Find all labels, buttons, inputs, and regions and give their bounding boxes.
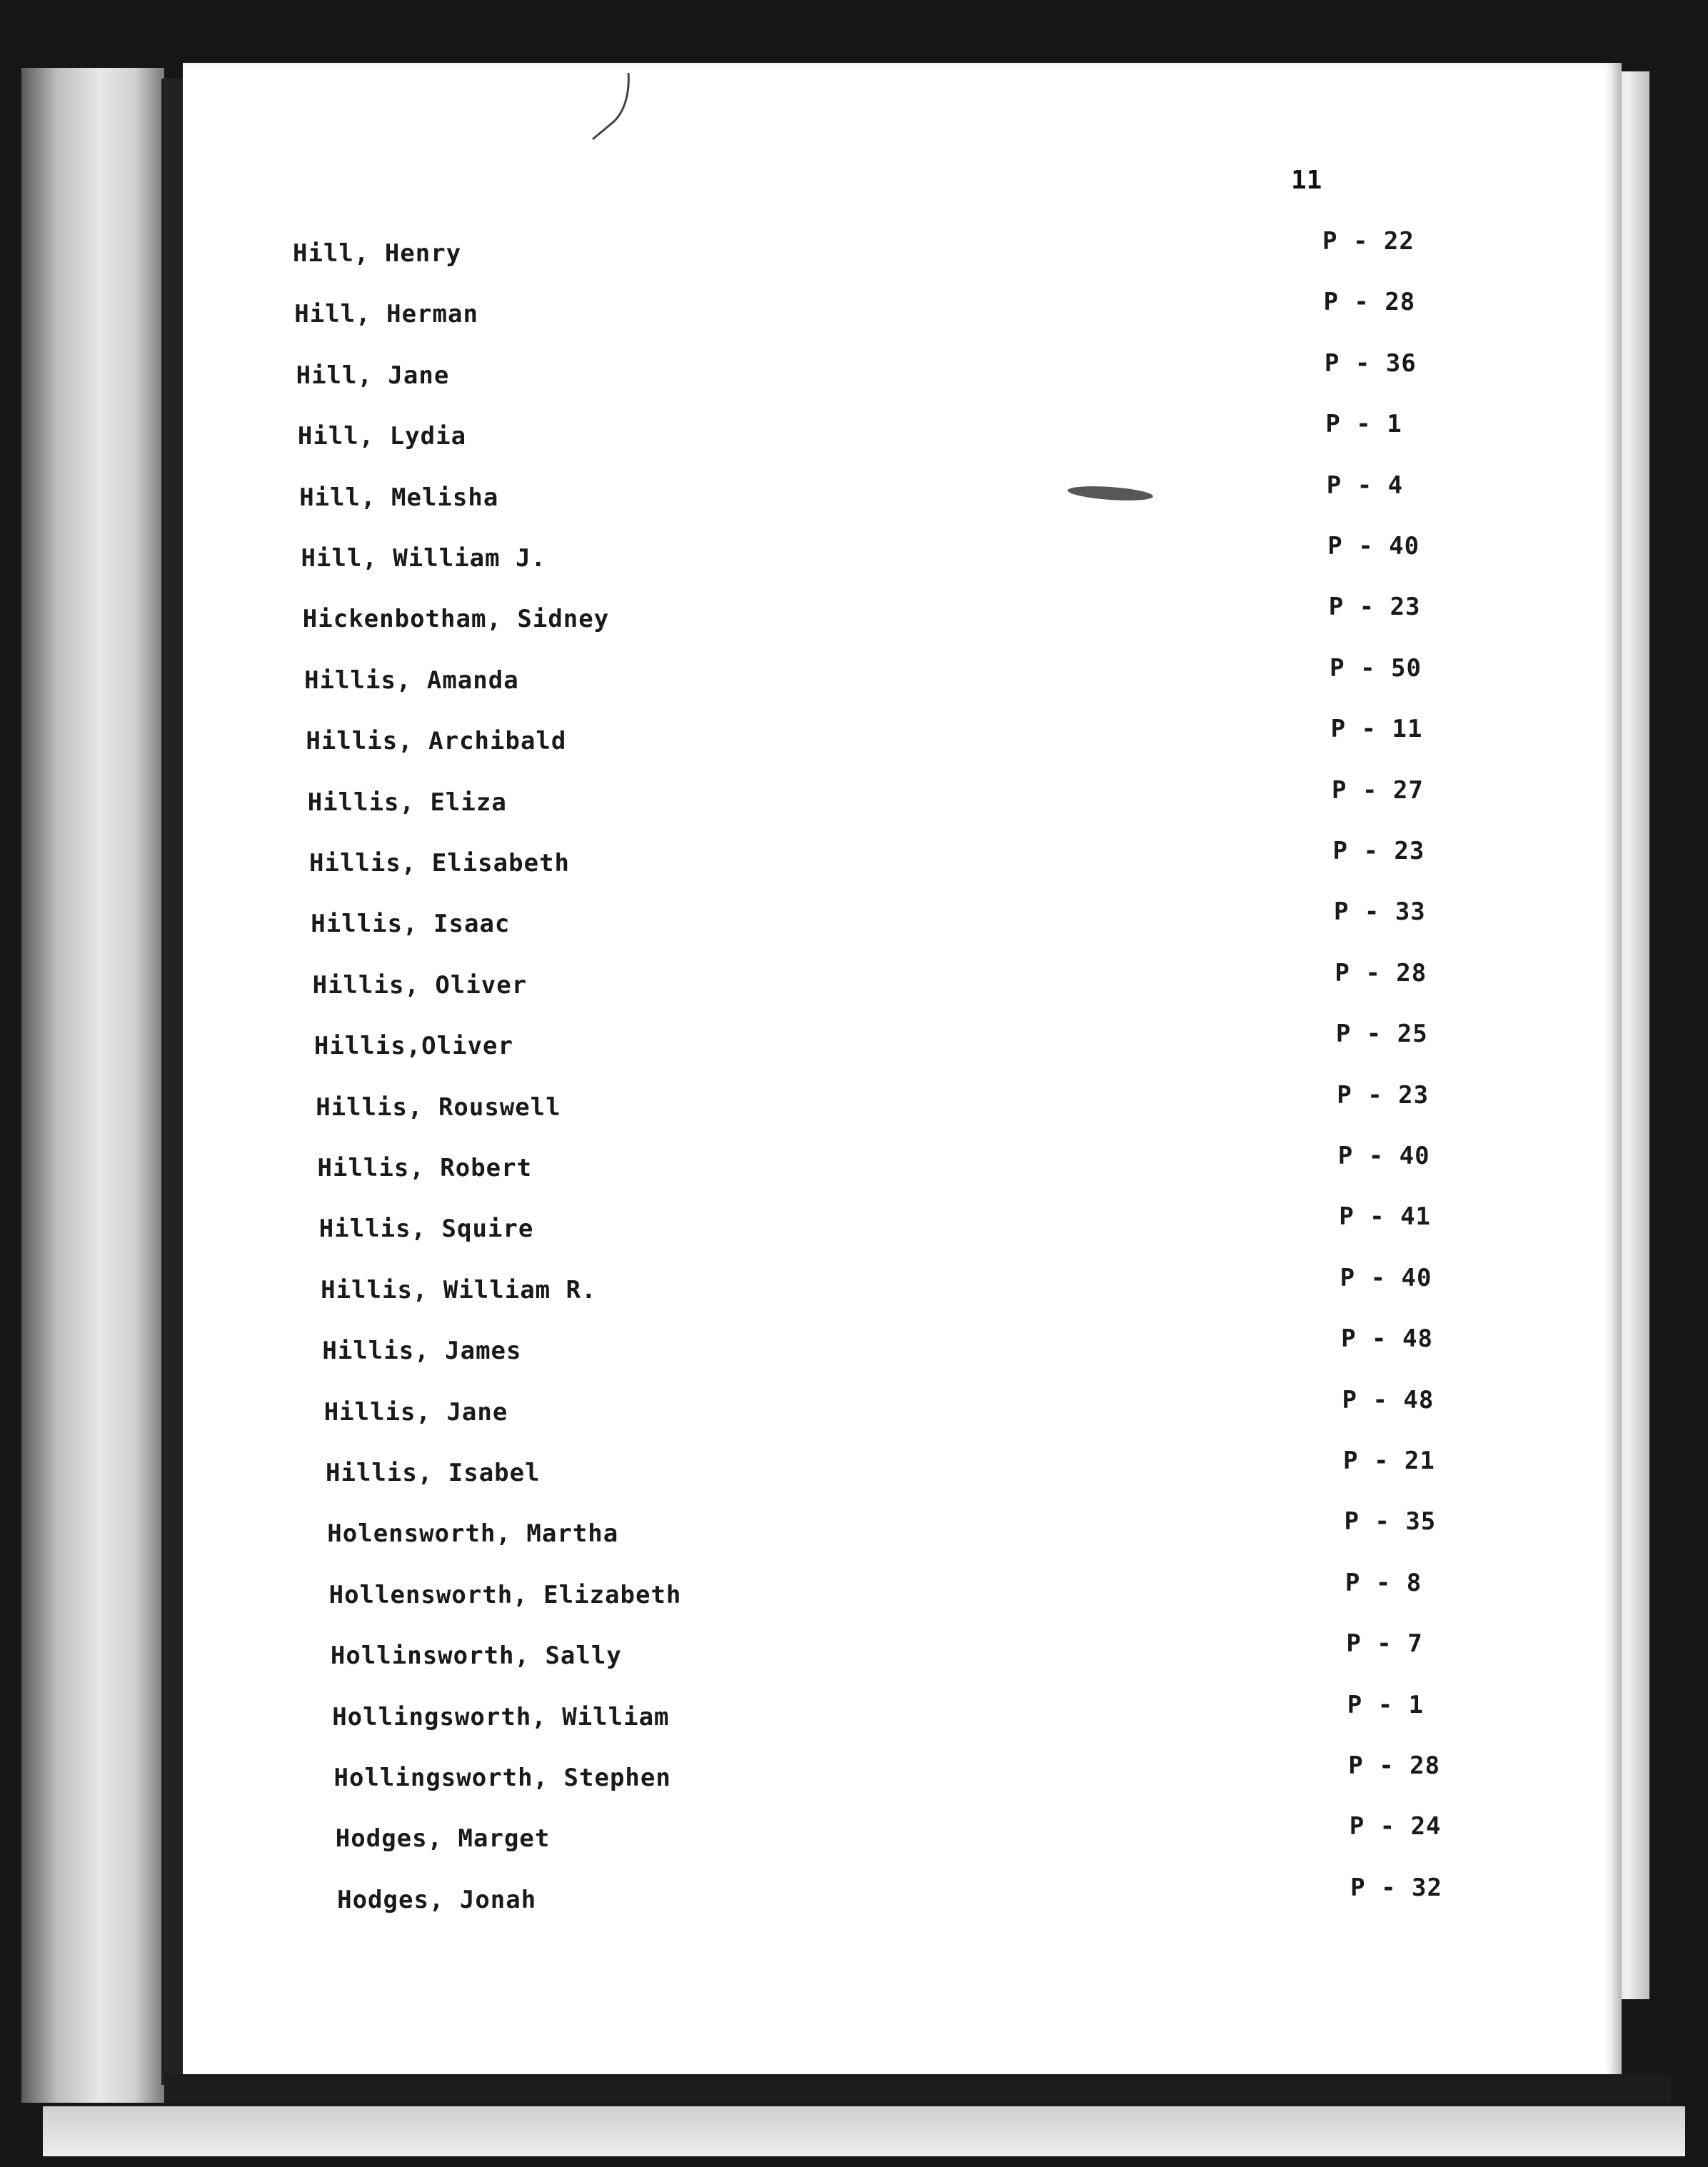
entry-page-ref: P - 40	[1327, 532, 1420, 560]
entry-name: Hillis, James	[322, 1337, 522, 1366]
entry-page-ref: P - 50	[1330, 653, 1422, 683]
entry-name: Hillis, Archibald	[306, 727, 567, 756]
entry-name: Hollingsworth, Stephen	[333, 1764, 671, 1792]
entry-name: Hillis, Jane	[323, 1397, 508, 1427]
entry-name: Hollingsworth, William	[332, 1702, 670, 1731]
entry-page-ref: P - 23	[1332, 837, 1425, 865]
entry-page-ref: P - 40	[1337, 1142, 1430, 1170]
entry-page-ref: P - 23	[1328, 593, 1421, 622]
entry-page-ref: P - 35	[1344, 1507, 1437, 1537]
entry-page-ref: P - 8	[1345, 1568, 1422, 1597]
entry-page-ref: P - 32	[1350, 1873, 1442, 1902]
entry-name: Hickenbotham, Sidney	[302, 605, 610, 634]
entry-name: Hillis, Isaac	[311, 910, 511, 939]
entry-page-ref: P - 25	[1335, 1020, 1428, 1049]
entry-name: Hillis,Oliver	[313, 1032, 513, 1061]
entry-page-ref: P - 27	[1332, 775, 1424, 805]
entry-name: Hillis, Eliza	[307, 788, 507, 817]
entry-page-ref: P - 4	[1326, 471, 1404, 500]
entry-page-ref: P - 48	[1342, 1385, 1435, 1414]
entry-page-ref: P - 28	[1348, 1751, 1441, 1780]
entry-page-ref: P - 1	[1325, 410, 1402, 439]
entry-name: Hollensworth, Elizabeth	[328, 1580, 682, 1609]
entry-name: Hillis, Amanda	[304, 665, 519, 695]
entry-name: Hillis, Oliver	[312, 970, 528, 1000]
entry-name: Hill, Henry	[293, 239, 462, 268]
entry-page-ref: P - 11	[1330, 715, 1423, 744]
entry-page-ref: P - 40	[1340, 1263, 1432, 1292]
entry-page-ref: P - 28	[1335, 958, 1427, 987]
entry-page-ref: P - 28	[1323, 288, 1416, 317]
entry-name: Hill, Lydia	[297, 422, 467, 451]
entry-page-ref: P - 48	[1341, 1324, 1433, 1354]
entry-name: Holensworth, Martha	[327, 1519, 619, 1549]
entry-name: Hillis, Elisabeth	[309, 849, 570, 878]
entry-page-ref: P - 1	[1347, 1690, 1425, 1719]
entry-page-ref: P - 23	[1337, 1080, 1430, 1110]
entry-name: Hillis, Isabel	[326, 1459, 541, 1487]
entry-page-ref: P - 33	[1333, 898, 1426, 927]
entry-name: Hill, Jane	[296, 361, 450, 390]
entry-name: Hill, Herman	[294, 300, 478, 329]
entry-name: Hillis, William R.	[321, 1275, 597, 1304]
entry-page-ref: P - 21	[1343, 1447, 1435, 1475]
entry-page-ref: P - 22	[1322, 227, 1415, 256]
entry-page-ref: P - 7	[1346, 1629, 1423, 1659]
entry-name: Hill, William J.	[301, 544, 547, 573]
entry-name: Hill, Melisha	[299, 483, 499, 512]
entry-name: Hillis, Squire	[318, 1215, 534, 1244]
entry-page-ref: P - 41	[1339, 1202, 1432, 1232]
entry-name: Hillis, Rouswell	[316, 1092, 561, 1122]
entry-page-ref: P - 36	[1324, 348, 1417, 378]
page-number: 11	[1291, 166, 1322, 195]
entry-name: Hodges, Jonah	[337, 1885, 537, 1914]
entry-name: Hollinsworth, Sally	[330, 1641, 622, 1671]
entry-name: Hodges, Marget	[335, 1824, 551, 1854]
entry-name: Hillis, Robert	[317, 1154, 533, 1182]
entry-page-ref: P - 24	[1349, 1812, 1442, 1841]
